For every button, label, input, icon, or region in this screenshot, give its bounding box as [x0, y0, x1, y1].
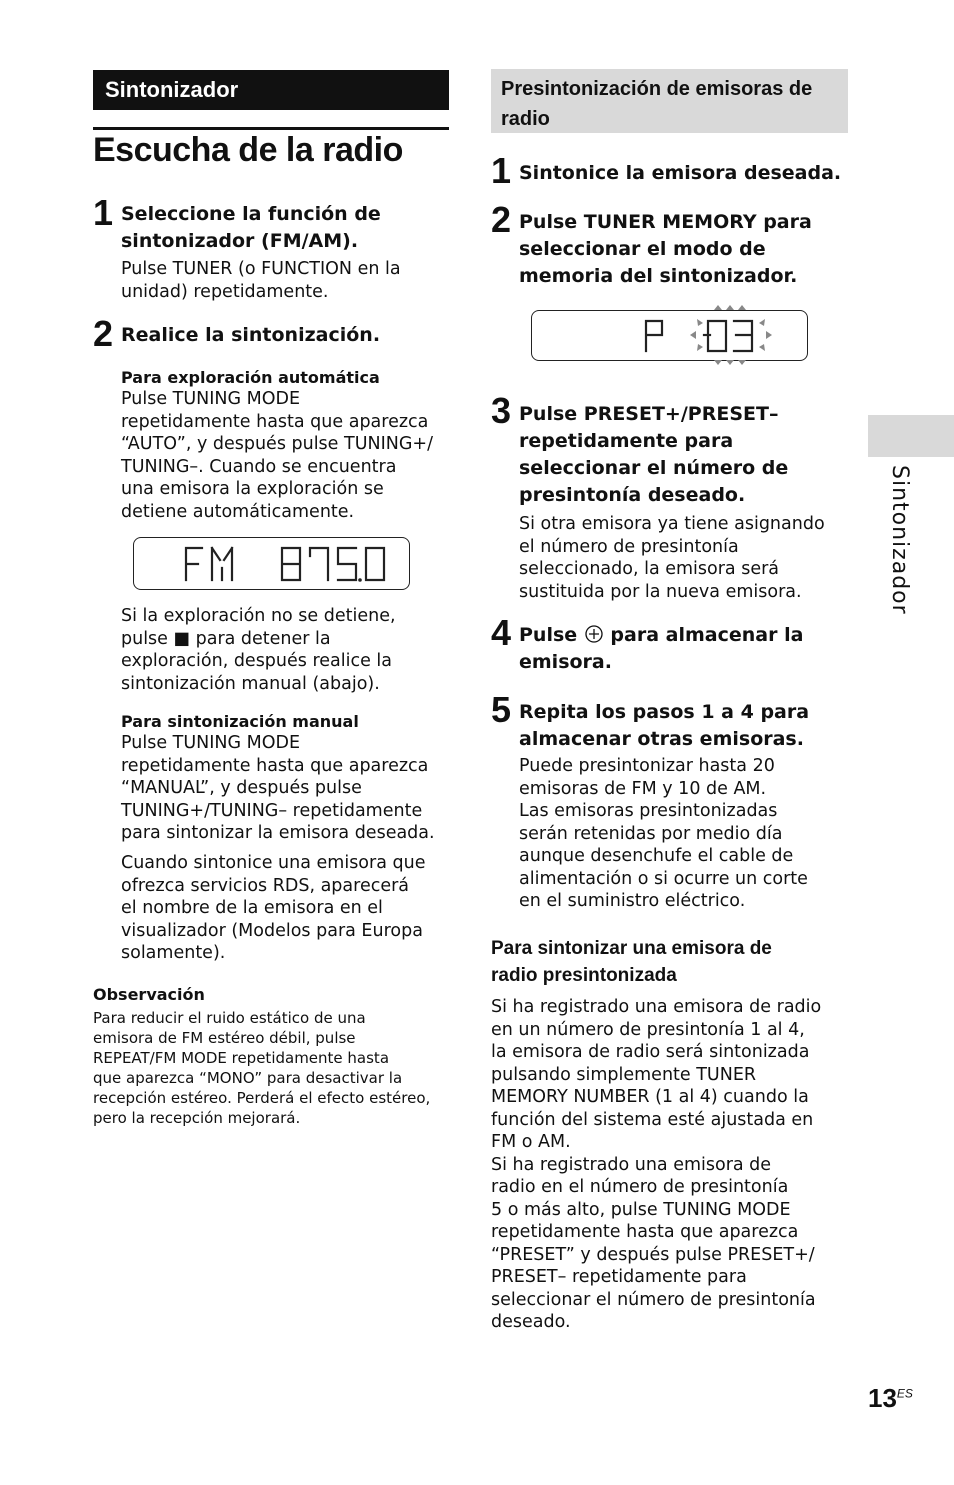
step-body: Pulse TUNER (o FUNCTION en la unidad) repetidamente.	[121, 259, 401, 302]
step-body: Si otra emisora ya tiene asignando el número de presintonía seleccionado, la emisora será sustituida por la nueva emisora.	[519, 514, 825, 602]
step-title: Repita los pasos 1 a 4 para almacenar otras emisoras.	[519, 701, 810, 750]
side-tab-marker	[868, 415, 954, 457]
note-text: Para reducir el ruido estático de una emisora de FM estéreo débil, pulse REPEAT/FM MODE repetidamente hasta que aparezca “MONO” para desactivar la recepción estéreo. Perderá el efecto estéreo, pero la recepción mejorará.	[93, 1009, 431, 1127]
section-heading: Presintonización de emisoras de radio	[491, 69, 848, 133]
subheading: Para exploración automática	[121, 368, 380, 387]
lcd-display	[531, 310, 808, 361]
subheading: Para sintonización manual	[121, 712, 359, 731]
enter-button-icon	[584, 624, 604, 644]
preset-tuning-text: Si ha registrado una emisora de radio en un número de presintonía 1 al 4, la emisora de radio será sintonizada pulsando simplemente TUNER MEMORY NUMBER (1 al 4) cuando la función del sistema esté ajustada en FM o AM. Si ha registrado una emisora de radio en el número de presintonía 5 o más alto, pulse TUNING MODE repetidamente hasta que aparezca “PRESET” y después pulse PRESET+/ PRESET– repetidamente para seleccionar el número de presintonía deseado.	[491, 997, 822, 1332]
step-number: 1	[491, 150, 512, 191]
step-number: 1	[93, 192, 114, 233]
lcd-segment-digits	[134, 538, 408, 588]
auto-scan-text: Pulse TUNING MODE repetidamente hasta que aparezca “AUTO”, y después pulse TUNING+/ TUNING–. Cuando se encuentra una emisora la exploración se detiene automáticamente.	[121, 389, 433, 522]
step-number: 2	[491, 199, 512, 240]
note-heading: Observación	[93, 985, 205, 1004]
lcd-segment-digits	[532, 311, 806, 359]
rds-note-text: Cuando sintonice una emisora que ofrezca servicios RDS, aparecerá el nombre de la emisora en el visualizador (Modelos para Europa solamente).	[121, 853, 426, 963]
page-number: $13^{ES}$	[868, 1383, 913, 1413]
page-title: Escucha de la radio	[93, 131, 403, 169]
section-header-bar: Sintonizador	[93, 70, 449, 110]
step-body: Puede presintonizar hasta 20 emisoras de FM y 10 de AM. Las emisoras presintonizadas serán retenidas por medio día aunque desenchufe el cable de alimentación o si ocurre un corte en el suministro eléctrico.	[519, 756, 808, 911]
step-number: 4	[491, 612, 512, 653]
step-title: Sintonice la emisora deseada.	[519, 162, 842, 184]
lcd-display	[133, 537, 410, 590]
step-title: Pulse TUNER MEMORY para seleccionar el modo de memoria del sintonizador.	[519, 211, 812, 287]
side-tab-label: Sintonizador	[887, 465, 912, 615]
step-title: Seleccione la función de sintonizador (FM/AM).	[121, 203, 381, 252]
step-title: Realice la sintonización.	[121, 324, 381, 346]
title-rule	[93, 127, 449, 130]
step-number: 2	[93, 313, 114, 354]
manual-tuning-text: Pulse TUNING MODE repetidamente hasta que aparezca “MANUAL”, y después pulse TUNING+/TUNING– repetidamente para sintonizar la emisora deseada.	[121, 733, 435, 843]
step-number: 3	[491, 390, 512, 431]
step-title: Pulse para almacenar la emisora.	[519, 624, 804, 673]
subsection-heading: Para sintonizar una emisora de radio presintonizada	[491, 938, 772, 986]
auto-scan-stop-text: Si la exploración no se detiene, pulse ■ para detener la exploración, después realice la sintonización manual (abajo).	[121, 606, 396, 694]
step-title: Pulse PRESET+/PRESET– repetidamente para seleccionar el número de presintonía deseado.	[519, 403, 789, 506]
step-number: 5	[491, 689, 512, 730]
